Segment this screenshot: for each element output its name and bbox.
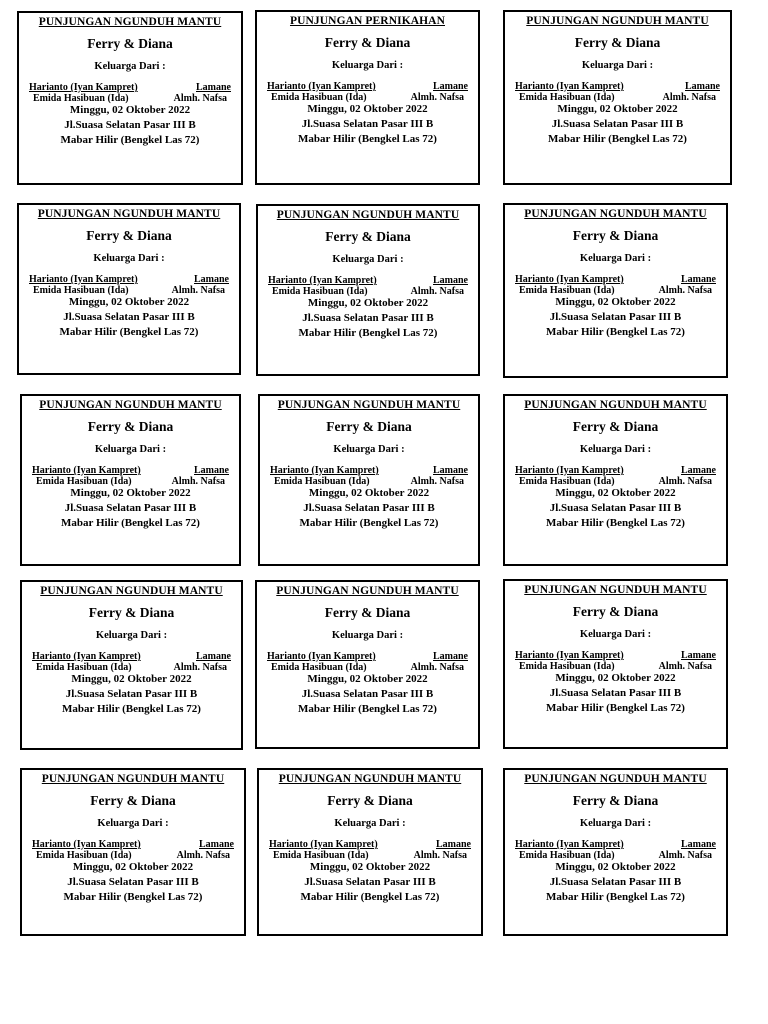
- event-place: Mabar Hilir (Bengkel Las 72): [548, 133, 687, 145]
- mother-name: Emida Hasibuan (Ida): [519, 476, 615, 487]
- invitation-card: [17, 11, 243, 185]
- event-place: Mabar Hilir (Bengkel Las 72): [298, 703, 437, 715]
- family-row-2: [257, 92, 478, 103]
- couple-names: Ferry & Diana: [88, 605, 175, 620]
- couple-names: Ferry & Diana: [87, 419, 174, 434]
- card-title: PUNJUNGAN NGUNDUH MANTU: [278, 773, 462, 785]
- card-title: PUNJUNGAN NGUNDUH MANTU: [276, 209, 460, 221]
- father-name: Harianto (Iyan Kampret): [29, 274, 138, 285]
- event-date: Minggu, 02 Oktober 2022: [69, 104, 191, 116]
- event-address: Jl.Suasa Selatan Pasar III B: [67, 876, 199, 888]
- invitation-card: [255, 10, 480, 185]
- right-name-1: Lamane: [433, 651, 468, 662]
- event-place: Mabar Hilir (Bengkel Las 72): [299, 517, 439, 529]
- event-date: Minggu, 02 Oktober 2022: [71, 673, 192, 685]
- invitation-card: [257, 768, 483, 936]
- event-place: Mabar Hilir (Bengkel Las 72): [59, 326, 199, 338]
- family-row-1: [505, 465, 726, 476]
- family-from-label: Keluarga Dari :: [334, 818, 406, 829]
- event-date: Minggu, 02 Oktober 2022: [70, 487, 191, 499]
- right-name-2: Almh. Nafsa: [410, 92, 464, 103]
- father-name: Harianto (Iyan Kampret): [515, 274, 624, 285]
- couple-names: Ferry & Diana: [324, 605, 411, 620]
- right-name-1: Lamane: [196, 82, 231, 93]
- father-name: Harianto (Iyan Kampret): [515, 839, 624, 850]
- family-row-2: [257, 662, 478, 673]
- family-row-1: [505, 274, 726, 285]
- couple-names: Ferry & Diana: [90, 793, 176, 808]
- couple-names: Ferry & Diana: [86, 228, 172, 243]
- event-date: Minggu, 02 Oktober 2022: [555, 861, 676, 873]
- event-place: Mabar Hilir (Bengkel Las 72): [300, 891, 440, 903]
- family-row-2: [505, 92, 730, 103]
- invitation-card: [20, 768, 246, 936]
- father-name: Harianto (Iyan Kampret): [515, 650, 624, 661]
- event-place: Mabar Hilir (Bengkel Las 72): [61, 517, 200, 529]
- event-date: Minggu, 02 Oktober 2022: [557, 103, 678, 115]
- right-name-2: Almh. Nafsa: [176, 850, 230, 861]
- mother-name: Emida Hasibuan (Ida): [36, 850, 132, 861]
- invitation-card: [258, 394, 480, 566]
- right-name-2: Almh. Nafsa: [658, 476, 712, 487]
- right-name-1: Lamane: [681, 274, 716, 285]
- mother-name: Emida Hasibuan (Ida): [519, 92, 615, 103]
- mother-name: Emida Hasibuan (Ida): [33, 93, 129, 104]
- mother-name: Emida Hasibuan (Ida): [36, 662, 132, 673]
- family-row-2: [19, 285, 239, 296]
- invitation-card: [503, 394, 728, 566]
- right-name-2: Almh. Nafsa: [410, 286, 464, 297]
- card-title: PUNJUNGAN NGUNDUH MANTU: [41, 773, 225, 785]
- mother-name: Emida Hasibuan (Ida): [36, 476, 132, 487]
- event-address: Jl.Suasa Selatan Pasar III B: [64, 119, 196, 131]
- father-name: Harianto (Iyan Kampret): [515, 81, 624, 92]
- right-name-2: Almh. Nafsa: [658, 661, 712, 672]
- family-row-1: [505, 81, 730, 92]
- event-date: Minggu, 02 Oktober 2022: [309, 861, 431, 873]
- family-row-1: [258, 275, 478, 286]
- card-title: PUNJUNGAN NGUNDUH MANTU: [276, 585, 459, 597]
- father-name: Harianto (Iyan Kampret): [269, 839, 378, 850]
- event-place: Mabar Hilir (Bengkel Las 72): [546, 326, 685, 338]
- right-name-1: Lamane: [436, 839, 471, 850]
- family-row-1: [257, 651, 478, 662]
- card-title: PUNJUNGAN NGUNDUH MANTU: [524, 773, 707, 785]
- family-row-2: [22, 476, 239, 487]
- family-row-2: [505, 476, 726, 487]
- father-name: Harianto (Iyan Kampret): [267, 81, 376, 92]
- invitation-card: [503, 10, 732, 185]
- mother-name: Emida Hasibuan (Ida): [33, 285, 129, 296]
- event-address: Jl.Suasa Selatan Pasar III B: [549, 876, 682, 888]
- right-name-2: Almh. Nafsa: [171, 476, 225, 487]
- family-row-2: [505, 661, 726, 672]
- father-name: Harianto (Iyan Kampret): [32, 465, 141, 476]
- event-address: Jl.Suasa Selatan Pasar III B: [301, 688, 434, 700]
- right-name-1: Lamane: [194, 274, 229, 285]
- family-row-2: [19, 93, 241, 104]
- mother-name: Emida Hasibuan (Ida): [272, 286, 368, 297]
- couple-names: Ferry & Diana: [572, 793, 659, 808]
- card-title: PUNJUNGAN NGUNDUH MANTU: [39, 399, 222, 411]
- mother-name: Emida Hasibuan (Ida): [274, 476, 370, 487]
- couple-names: Ferry & Diana: [87, 36, 173, 51]
- couple-names: Ferry & Diana: [324, 35, 411, 50]
- family-row-2: [258, 286, 478, 297]
- family-row-1: [259, 839, 481, 850]
- invitation-card: [20, 580, 243, 750]
- right-name-2: Almh. Nafsa: [658, 850, 712, 861]
- family-row-1: [505, 650, 726, 661]
- event-place: Mabar Hilir (Bengkel Las 72): [63, 891, 203, 903]
- event-place: Mabar Hilir (Bengkel Las 72): [546, 891, 685, 903]
- invitation-card: [503, 768, 728, 936]
- right-name-1: Lamane: [433, 275, 468, 286]
- card-title: PUNJUNGAN NGUNDUH MANTU: [38, 16, 222, 28]
- father-name: Harianto (Iyan Kampret): [267, 651, 376, 662]
- father-name: Harianto (Iyan Kampret): [32, 651, 141, 662]
- family-row-1: [19, 274, 239, 285]
- family-row-1: [257, 81, 478, 92]
- card-title: PUNJUNGAN NGUNDUH MANTU: [40, 585, 223, 597]
- family-row-2: [505, 285, 726, 296]
- invitation-card: [255, 580, 480, 749]
- right-name-2: Almh. Nafsa: [410, 476, 464, 487]
- father-name: Harianto (Iyan Kampret): [32, 839, 141, 850]
- family-from-label: Keluarga Dari :: [579, 818, 652, 829]
- event-address: Jl.Suasa Selatan Pasar III B: [302, 312, 434, 324]
- card-title: PUNJUNGAN PERNIKAHAN: [289, 15, 445, 27]
- event-date: Minggu, 02 Oktober 2022: [307, 297, 429, 309]
- family-from-label: Keluarga Dari :: [95, 630, 168, 641]
- card-title: PUNJUNGAN NGUNDUH MANTU: [37, 208, 221, 220]
- right-name-2: Almh. Nafsa: [171, 285, 225, 296]
- right-name-2: Almh. Nafsa: [173, 662, 227, 673]
- event-place: Mabar Hilir (Bengkel Las 72): [62, 703, 201, 715]
- right-name-1: Lamane: [199, 839, 234, 850]
- family-from-label: Keluarga Dari :: [579, 444, 652, 455]
- family-row-2: [22, 662, 241, 673]
- event-address: Jl.Suasa Selatan Pasar III B: [64, 502, 197, 514]
- event-date: Minggu, 02 Oktober 2022: [555, 487, 676, 499]
- couple-names: Ferry & Diana: [325, 229, 411, 244]
- right-name-2: Almh. Nafsa: [662, 92, 716, 103]
- event-address: Jl.Suasa Selatan Pasar III B: [549, 311, 682, 323]
- family-row-1: [505, 839, 726, 850]
- card-title: PUNJUNGAN NGUNDUH MANTU: [277, 399, 461, 411]
- family-from-label: Keluarga Dari :: [579, 629, 652, 640]
- right-name-1: Lamane: [196, 651, 231, 662]
- family-row-2: [22, 850, 244, 861]
- couple-names: Ferry & Diana: [572, 604, 659, 619]
- event-address: Jl.Suasa Selatan Pasar III B: [65, 688, 198, 700]
- mother-name: Emida Hasibuan (Ida): [271, 662, 367, 673]
- father-name: Harianto (Iyan Kampret): [270, 465, 379, 476]
- event-date: Minggu, 02 Oktober 2022: [307, 673, 428, 685]
- right-name-1: Lamane: [194, 465, 229, 476]
- invitation-card: [17, 203, 241, 375]
- event-address: Jl.Suasa Selatan Pasar III B: [551, 118, 684, 130]
- family-row-1: [22, 465, 239, 476]
- mother-name: Emida Hasibuan (Ida): [519, 661, 615, 672]
- invitation-card: [503, 579, 728, 749]
- event-address: Jl.Suasa Selatan Pasar III B: [63, 311, 195, 323]
- right-name-1: Lamane: [433, 81, 468, 92]
- family-row-2: [505, 850, 726, 861]
- mother-name: Emida Hasibuan (Ida): [519, 850, 615, 861]
- father-name: Harianto (Iyan Kampret): [515, 465, 624, 476]
- family-row-1: [260, 465, 478, 476]
- card-title: PUNJUNGAN NGUNDUH MANTU: [524, 208, 707, 220]
- event-date: Minggu, 02 Oktober 2022: [307, 103, 428, 115]
- couple-names: Ferry & Diana: [327, 793, 413, 808]
- right-name-1: Lamane: [681, 839, 716, 850]
- family-from-label: Keluarga Dari :: [331, 630, 404, 641]
- event-date: Minggu, 02 Oktober 2022: [555, 672, 676, 684]
- event-date: Minggu, 02 Oktober 2022: [68, 296, 190, 308]
- card-title: PUNJUNGAN NGUNDUH MANTU: [526, 15, 709, 27]
- family-row-2: [259, 850, 481, 861]
- mother-name: Emida Hasibuan (Ida): [273, 850, 369, 861]
- right-name-2: Almh. Nafsa: [410, 662, 464, 673]
- event-place: Mabar Hilir (Bengkel Las 72): [60, 134, 200, 146]
- right-name-2: Almh. Nafsa: [173, 93, 227, 104]
- invitation-card: [20, 394, 241, 566]
- right-name-2: Almh. Nafsa: [658, 285, 712, 296]
- family-from-label: Keluarga Dari :: [94, 61, 166, 72]
- card-title: PUNJUNGAN NGUNDUH MANTU: [524, 584, 707, 596]
- couple-names: Ferry & Diana: [326, 419, 412, 434]
- family-from-label: Keluarga Dari :: [93, 253, 165, 264]
- card-title: PUNJUNGAN NGUNDUH MANTU: [524, 399, 707, 411]
- right-name-1: Lamane: [685, 81, 720, 92]
- right-name-2: Almh. Nafsa: [413, 850, 467, 861]
- mother-name: Emida Hasibuan (Ida): [519, 285, 615, 296]
- invitation-card: [503, 203, 728, 378]
- event-address: Jl.Suasa Selatan Pasar III B: [549, 502, 682, 514]
- right-name-1: Lamane: [433, 465, 468, 476]
- event-date: Minggu, 02 Oktober 2022: [555, 296, 676, 308]
- event-address: Jl.Suasa Selatan Pasar III B: [549, 687, 682, 699]
- couple-names: Ferry & Diana: [572, 228, 659, 243]
- event-address: Jl.Suasa Selatan Pasar III B: [301, 118, 434, 130]
- family-from-label: Keluarga Dari :: [581, 60, 654, 71]
- family-row-2: [260, 476, 478, 487]
- right-name-1: Lamane: [681, 465, 716, 476]
- right-name-1: Lamane: [681, 650, 716, 661]
- family-row-1: [22, 839, 244, 850]
- event-address: Jl.Suasa Selatan Pasar III B: [304, 876, 436, 888]
- event-place: Mabar Hilir (Bengkel Las 72): [546, 702, 685, 714]
- family-row-1: [19, 82, 241, 93]
- family-from-label: Keluarga Dari :: [97, 818, 169, 829]
- event-date: Minggu, 02 Oktober 2022: [72, 861, 194, 873]
- family-from-label: Keluarga Dari :: [332, 254, 404, 265]
- couple-names: Ferry & Diana: [572, 419, 659, 434]
- mother-name: Emida Hasibuan (Ida): [271, 92, 367, 103]
- father-name: Harianto (Iyan Kampret): [29, 82, 138, 93]
- event-date: Minggu, 02 Oktober 2022: [308, 487, 430, 499]
- event-place: Mabar Hilir (Bengkel Las 72): [298, 327, 438, 339]
- invitation-card: [256, 204, 480, 376]
- family-from-label: Keluarga Dari :: [579, 253, 652, 264]
- event-place: Mabar Hilir (Bengkel Las 72): [546, 517, 685, 529]
- event-place: Mabar Hilir (Bengkel Las 72): [298, 133, 437, 145]
- event-address: Jl.Suasa Selatan Pasar III B: [303, 502, 435, 514]
- father-name: Harianto (Iyan Kampret): [268, 275, 377, 286]
- family-from-label: Keluarga Dari :: [94, 444, 167, 455]
- family-from-label: Keluarga Dari :: [333, 444, 405, 455]
- family-row-1: [22, 651, 241, 662]
- family-from-label: Keluarga Dari :: [331, 60, 404, 71]
- couple-names: Ferry & Diana: [574, 35, 661, 50]
